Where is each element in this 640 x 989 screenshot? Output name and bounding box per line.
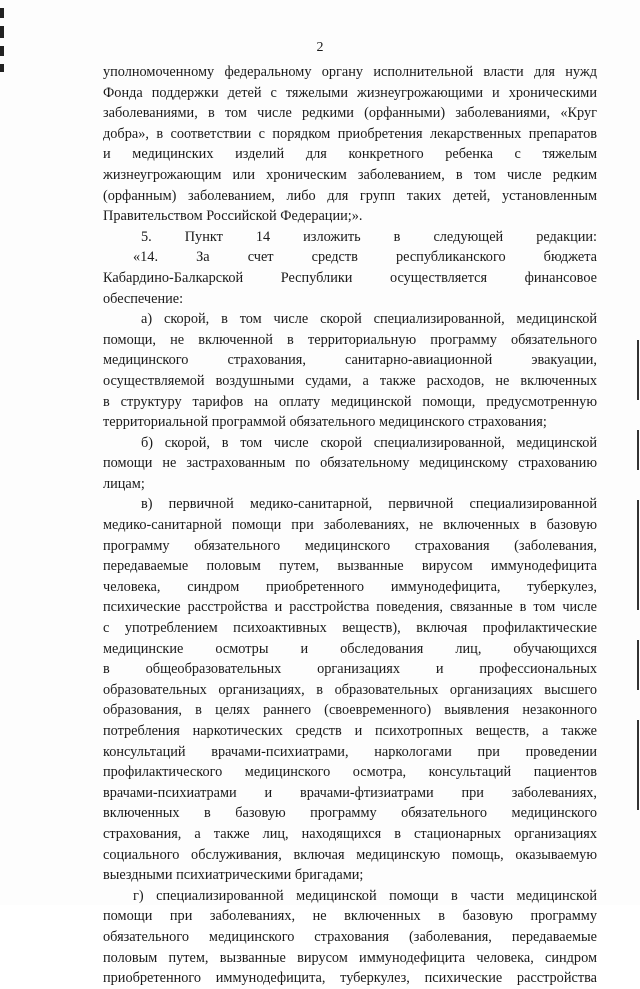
text-line: осуществляемой воздушными судами, а также расходов, не включенных — [103, 372, 597, 389]
text-line: с употреблением психоактивных веществ), включая профилактические — [103, 620, 597, 637]
text-line: уполномоченному федеральному органу исполнительной власти для нужд — [103, 64, 597, 80]
text-line: медицинские осмотры и обследования лиц, обучающихся — [103, 640, 597, 657]
text-line: медицинского страхования, санитарно-авиационной эвакуации, — [103, 352, 597, 369]
text-line: б) скорой, в том числе скорой специализированной, медицинской — [141, 434, 597, 451]
text-line: в структуру тарифов на оплату медицинской помощи, предусмотренную — [103, 393, 597, 410]
text-line: страхования, а также лиц, находящихся в стационарных организациях — [103, 825, 597, 842]
text-line: включенных в базовую программу обязательного медицинского — [103, 805, 597, 822]
text-line: в) первичной медико-санитарной, первичной специализированной — [141, 496, 597, 513]
text-line: социального обслуживания, включая медицинскую помощь, оказываемую — [103, 846, 597, 863]
text-line: заболеваниями, в том числе редкими (орфанными) заболеваниями, «Круг — [103, 105, 597, 122]
text-line: профилактического медицинского осмотра, консультаций пациентов — [103, 764, 597, 781]
text-line: «14. За счет средств республиканского бюджета — [133, 249, 597, 266]
text-line: образования, в целях раннего (своевременного) выявления незаконного — [103, 702, 597, 719]
text-line: лицам; — [103, 475, 145, 492]
text-line: психические расстройства и расстройства поведения, связанные в том числе — [103, 599, 597, 616]
text-line: половым путем, вызванные вирусом иммунодефицита человека, синдром — [103, 949, 597, 966]
text-line: консультаций врачами-психиатрами, наркологами при проведении — [103, 743, 597, 760]
text-line: обеспечение: — [103, 290, 184, 307]
text-line: Правительством Российской Федерации;». — [103, 208, 363, 225]
text-line: г) специализированной медицинской помощи в части медицинской — [133, 887, 597, 904]
text-line: Фонда поддержки детей с тяжелыми жизнеугрожающими и хроническими — [103, 84, 597, 101]
text-line: добра», в соответствии с порядком приобретения лекарственных препаратов — [103, 125, 597, 142]
text-line: территориальной программой обязательного медицинского страхования; — [103, 414, 547, 431]
page-number: 2 — [316, 40, 324, 55]
text-line: медико-санитарной помощи при заболеваниях, не включенных в базовую — [103, 517, 597, 534]
text-line: и медицинских изделий для конкретного ребенка с тяжелым — [103, 146, 597, 163]
text-line: программу обязательного медицинского страхования (заболевания, — [103, 537, 597, 554]
text-line: потребления наркотических средств и психотропных веществ, а также — [103, 723, 597, 739]
text-line: Кабардино-Балкарской Республики осуществляется финансовое — [103, 269, 597, 286]
text-line: помощи, не включенной в территориальную программу обязательного — [103, 331, 597, 348]
text-line: (орфанным) заболеванием, либо для групп таких детей, установленным — [103, 187, 597, 204]
text-line: помощи не застрахованным по обязательному медицинскому страхованию — [103, 455, 597, 472]
scan-edge-marks-right — [634, 300, 640, 860]
text-line: человека, синдром приобретенного иммунодефицита, туберкулез, — [103, 578, 597, 595]
text-line: передаваемые половым путем, вызванные вирусом иммунодефицита — [103, 558, 597, 575]
text-line: обязательного медицинского страхования (заболевания, передаваемые — [103, 928, 597, 945]
text-line: врачами-психиатрами и врачами-фтизиатрами при заболеваниях, — [103, 784, 597, 801]
text-line: 5. Пункт 14 изложить в следующей редакции: — [141, 228, 597, 245]
document-body — [103, 62, 597, 989]
text-line: в общеобразовательных организациях и профессиональных — [103, 661, 597, 678]
text-line: помощи при заболеваниях, не включенных в базовую программу — [103, 908, 597, 925]
text-line: выездными психиатрическими бригадами; — [103, 867, 364, 884]
text-line: а) скорой, в том числе скорой специализированной, медицинской — [141, 311, 597, 328]
text-line: образовательных организациях, в образовательных организациях высшего — [103, 681, 597, 698]
text-line: приобретенного иммунодефицита, туберкулез, психические расстройства — [103, 970, 597, 987]
text-line: жизнеугрожающим или хроническим заболеванием, в том числе редким — [103, 166, 597, 183]
